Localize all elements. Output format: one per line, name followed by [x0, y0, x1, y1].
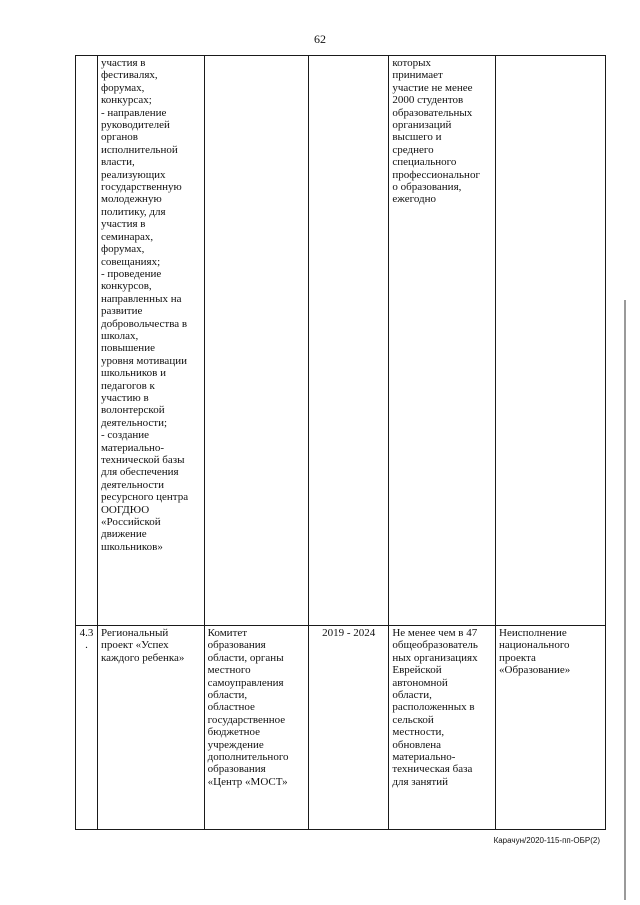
page-number: 62 — [314, 32, 326, 46]
result-cell — [389, 626, 496, 830]
activity-cell — [97, 626, 204, 830]
table-row — [76, 626, 606, 830]
activity-cell — [97, 56, 204, 626]
risk-cell — [496, 56, 606, 626]
result-cell — [389, 56, 496, 626]
row-number-cell — [76, 56, 98, 626]
risk-text: Неисполнение национального проекта «Образование» — [499, 627, 571, 677]
document-reference: Карачун/2020-115-пп-ОБР(2) — [493, 836, 600, 845]
result-text: Не менее чем в 47 общеобразователь ных организациях Еврейской автономной области, расположенных в сельской местности, обновлена материально- техническая база для занятий — [392, 627, 478, 788]
row-number-cell — [76, 626, 98, 830]
result-text: которых принимает участие не менее 2000 студентов образовательных организаций высшего и среднего специального профессиональног о образования, ежегодно — [392, 57, 480, 206]
table-row — [76, 56, 606, 626]
activity-text: участия в фестивалях, форумах, конкурсах; - направление руководителей органов исполнительной власти, реализующих государственную молодежную политику, для участия в семинарах, форумах, совещаниях; - проведение конкурсов, направленных на развитие добровольчества в школах, повышение уровня мотивации школьников и педагогов к участию в волонтерской деятельности; - создание материально- технической базы для обеспечения деятельности ресурсного центра ООГДЮО «Российской движение школьников» — [100, 57, 189, 553]
risk-cell — [496, 626, 606, 830]
measures-table — [75, 55, 606, 830]
executor-text: Комитет образования области, органы местного самоуправления области, областное государственное бюджетное учреждение дополнительного образования «Центр «МОСТ» — [207, 627, 289, 788]
scan-edge-line — [624, 300, 626, 900]
period-cell — [309, 56, 389, 626]
activity-text: Региональный проект «Успех каждого ребенка» — [100, 627, 185, 664]
executor-cell — [204, 626, 308, 830]
period-cell — [309, 626, 389, 830]
period-text: 2019 - 2024 — [322, 627, 376, 639]
row-number: 4.3. — [79, 627, 94, 652]
executor-cell — [204, 56, 308, 626]
